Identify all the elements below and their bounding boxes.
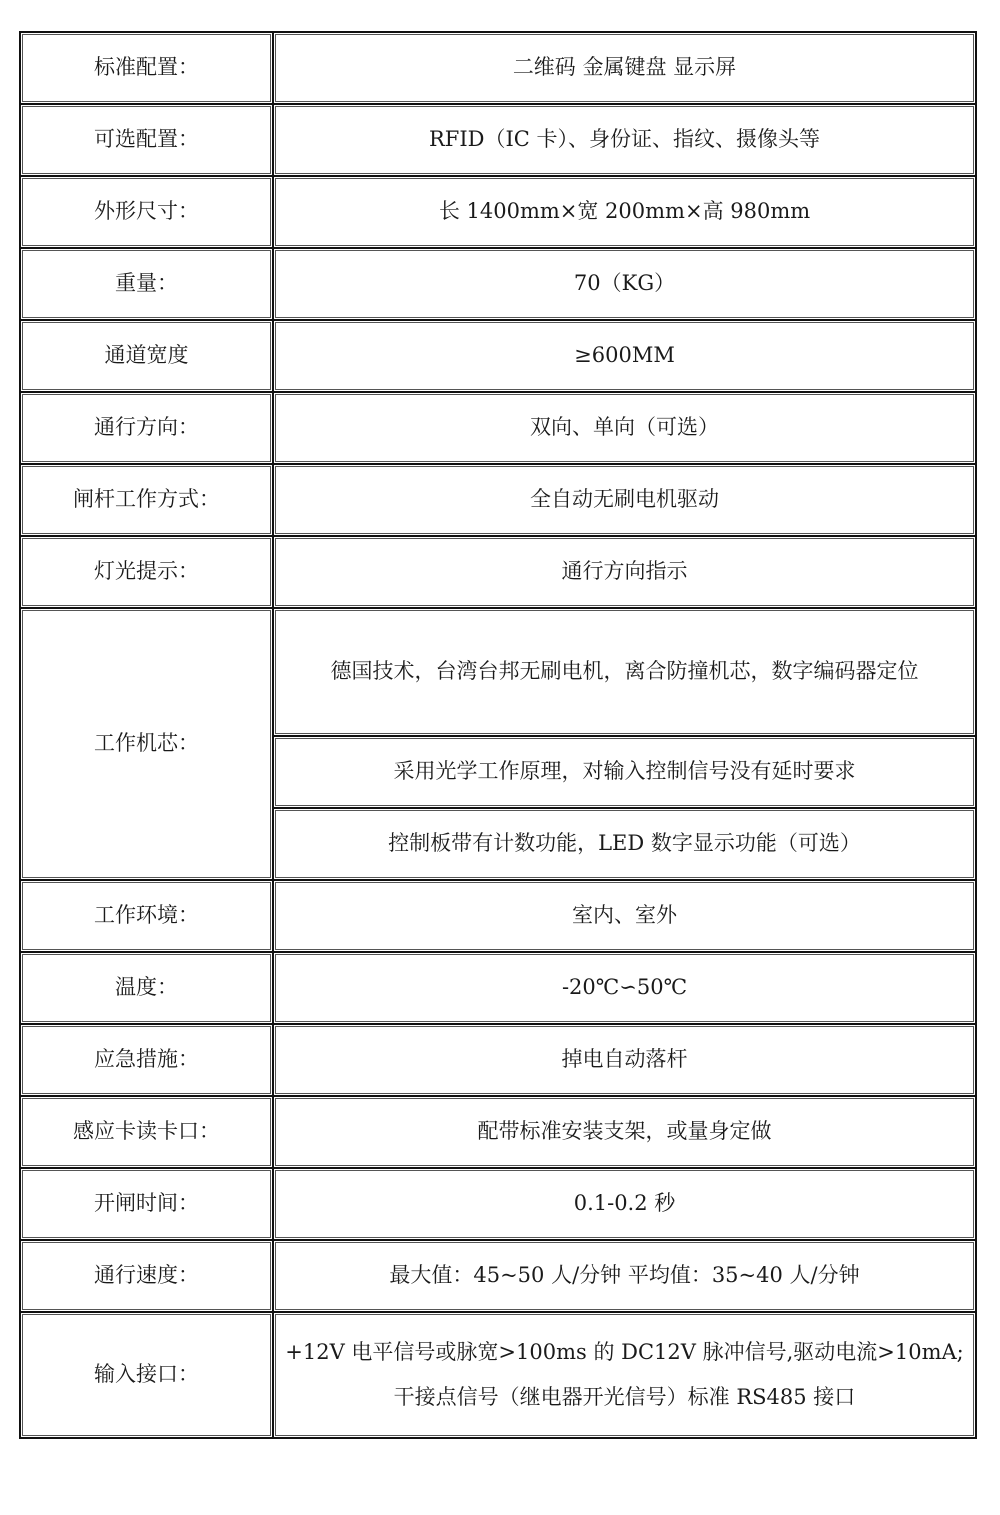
core-value: 采用光学工作原理，对输入控制信号没有延时要求 bbox=[274, 737, 975, 809]
row-label: 外形尺寸： bbox=[21, 177, 274, 249]
row-value: 全自动无刷电机驱动 bbox=[274, 465, 975, 537]
row-label: 应急措施： bbox=[21, 1025, 274, 1097]
table-row bbox=[21, 1241, 975, 1313]
row-label: 感应卡读卡口： bbox=[21, 1097, 274, 1169]
row-value: 长 1400mm×宽 200mm×高 980mm bbox=[274, 177, 975, 249]
core-value: 德国技术，台湾台邦无刷电机，离合防撞机芯，数字编码器定位 bbox=[274, 609, 975, 737]
table-row bbox=[21, 177, 975, 249]
spec-table bbox=[19, 31, 977, 1439]
row-value: 二维码 金属键盘 显示屏 bbox=[274, 33, 975, 105]
row-value: 室内、室外 bbox=[274, 881, 975, 953]
row-label: 温度： bbox=[21, 953, 274, 1025]
row-value: RFID（IC 卡）、身份证、指纹、摄像头等 bbox=[274, 105, 975, 177]
row-label: 标准配置： bbox=[21, 33, 274, 105]
table-row bbox=[21, 393, 975, 465]
row-value: ≥600MM bbox=[274, 321, 975, 393]
table-row bbox=[21, 465, 975, 537]
row-label: 通行速度： bbox=[21, 1241, 274, 1313]
row-label: 可选配置： bbox=[21, 105, 274, 177]
io-value bbox=[274, 1313, 975, 1437]
table-row bbox=[21, 1169, 975, 1241]
table-row bbox=[21, 953, 975, 1025]
row-label: 通道宽度 bbox=[21, 321, 274, 393]
core-value: 控制板带有计数功能，LED 数字显示功能（可选） bbox=[274, 809, 975, 881]
row-label: 开闸时间： bbox=[21, 1169, 274, 1241]
table-row bbox=[21, 33, 975, 105]
io-label: 输入接口： bbox=[21, 1313, 274, 1437]
table-row bbox=[21, 609, 975, 737]
row-value: 通行方向指示 bbox=[274, 537, 975, 609]
io-line-2: 干接点信号（继电器开光信号）标准 RS485 接口 bbox=[393, 1385, 856, 1409]
table-row bbox=[21, 105, 975, 177]
core-label: 工作机芯： bbox=[21, 609, 274, 881]
row-value: 70（KG） bbox=[274, 249, 975, 321]
table-row bbox=[21, 1097, 975, 1169]
table-row bbox=[21, 1025, 975, 1097]
row-label: 通行方向： bbox=[21, 393, 274, 465]
table-row bbox=[21, 249, 975, 321]
row-value: -20℃∽50℃ bbox=[274, 953, 975, 1025]
row-label: 灯光提示： bbox=[21, 537, 274, 609]
row-value: 掉电自动落杆 bbox=[274, 1025, 975, 1097]
table-row bbox=[21, 881, 975, 953]
table-row bbox=[21, 1313, 975, 1437]
table-row bbox=[21, 321, 975, 393]
row-value: 双向、单向（可选） bbox=[274, 393, 975, 465]
row-value: 0.1-0.2 秒 bbox=[274, 1169, 975, 1241]
io-line-1: +12V 电平信号或脉宽>100ms 的 DC12V 脉冲信号,驱动电流>10mA; bbox=[285, 1339, 964, 1364]
row-label: 重量： bbox=[21, 249, 274, 321]
row-value: 配带标准安装支架，或量身定做 bbox=[274, 1097, 975, 1169]
row-value: 最大值：45~50 人/分钟 平均值：35~40 人/分钟 bbox=[274, 1241, 975, 1313]
table-row bbox=[21, 537, 975, 609]
row-label: 闸杆工作方式： bbox=[21, 465, 274, 537]
row-label: 工作环境： bbox=[21, 881, 274, 953]
